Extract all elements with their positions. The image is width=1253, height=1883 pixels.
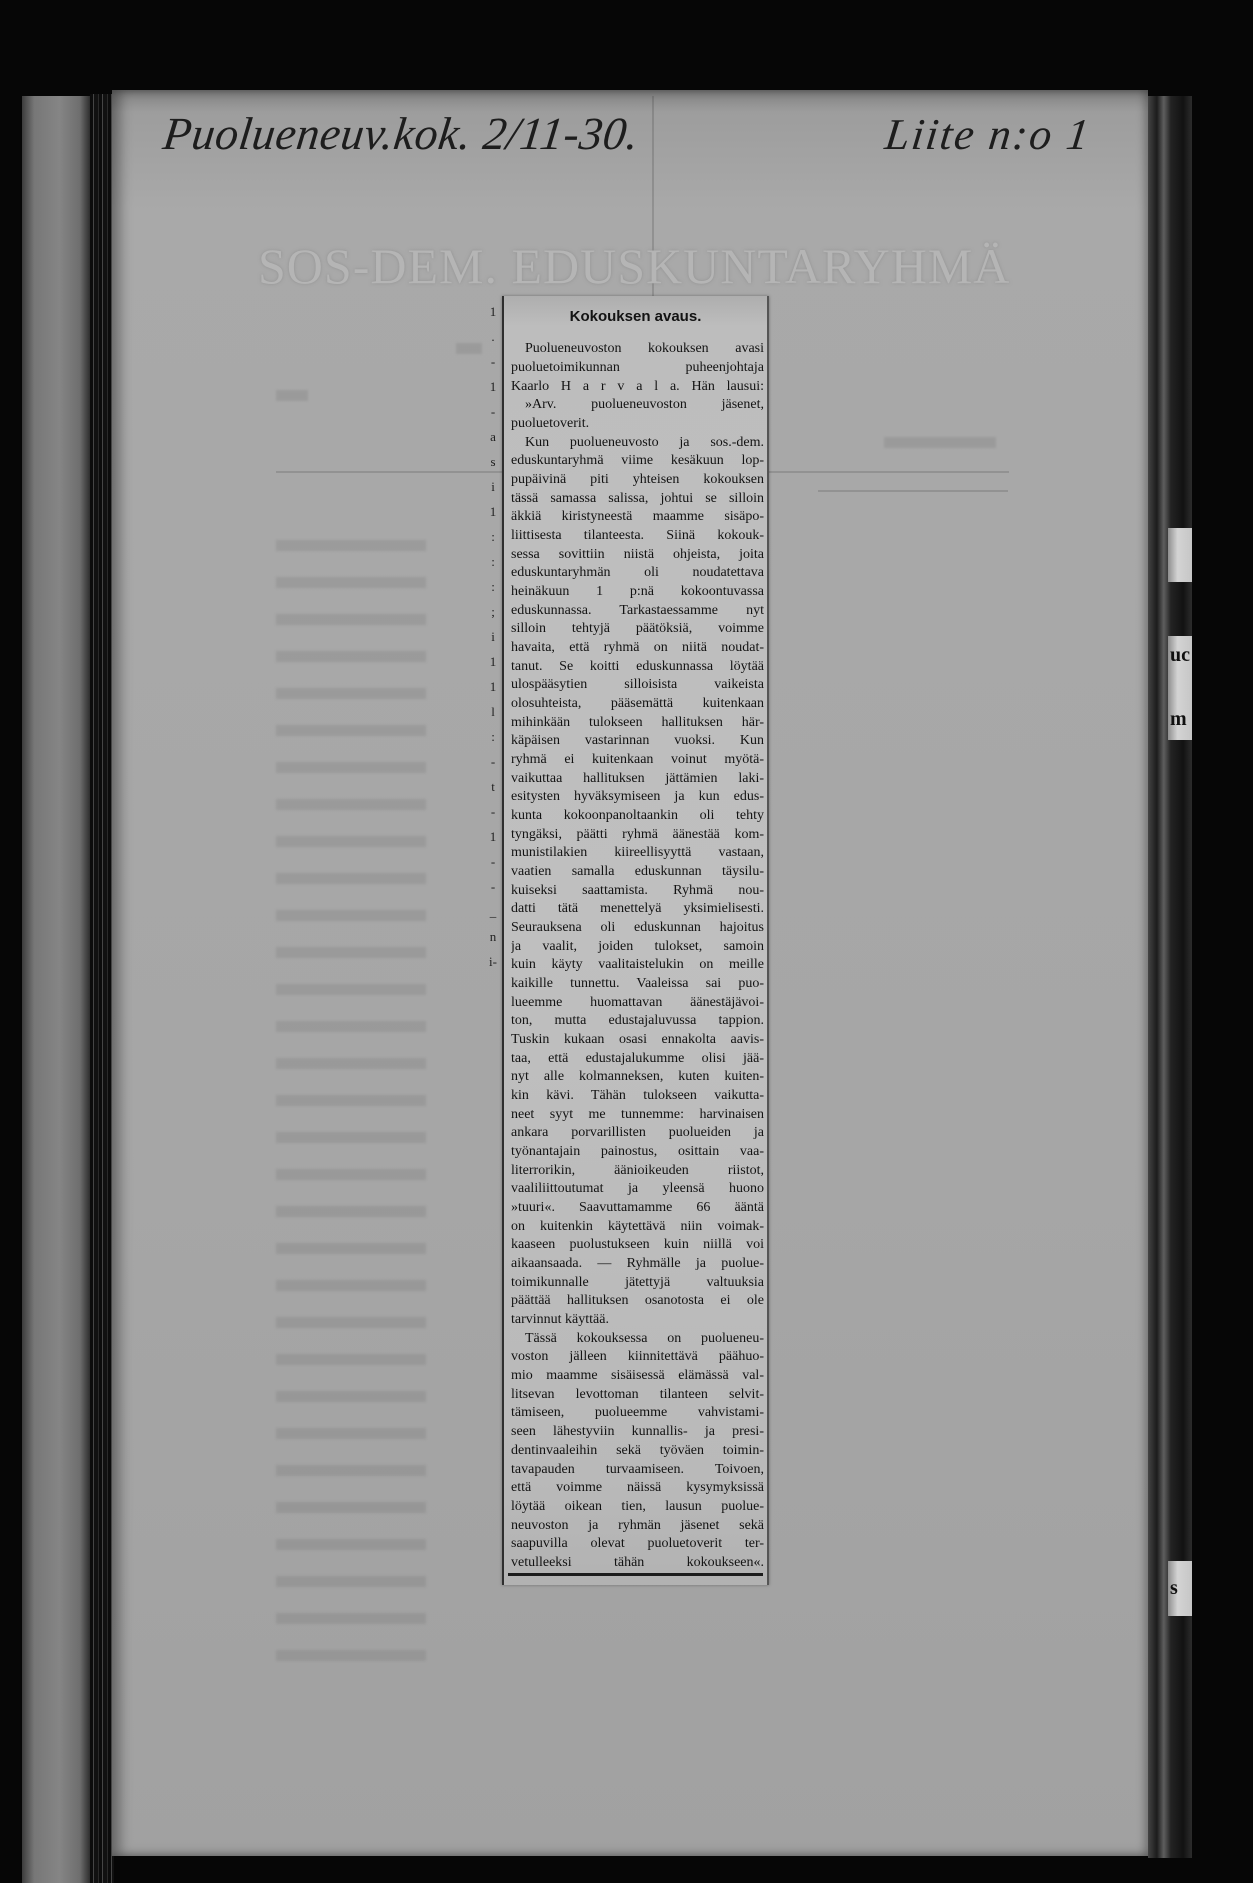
bleed-through-mark [884, 437, 996, 448]
clipping-line: havaita, että ryhmä on niitä noudat- [511, 639, 764, 655]
left-edge-fragment: 1 [489, 679, 497, 694]
handwritten-meeting-note: Puolueneuv.kok. 2/11-30. [160, 108, 642, 159]
clipping-line: kunta kokoonpanoltaankin oli tehty [511, 807, 764, 823]
clipping-line: on kuitenkin käytettävä niin voimak- [511, 1218, 764, 1234]
clipping-line: käpäisen vastarinnan vuoksi. Kun [511, 733, 764, 749]
clipping-line: Kaarlo H a r v a l a. Hän lausui: [511, 378, 764, 394]
clipping-line: tavapauden turvaamiseen. Toivoen, [511, 1461, 764, 1477]
bleed-through-mark [456, 343, 482, 354]
clipping-line: eduskuntaryhmän oli noudatettava [511, 565, 764, 581]
clipping-line: kaaseen puolustukseen kuin niillä voi [511, 1237, 764, 1253]
left-edge-fragment: a [490, 429, 496, 444]
clipping-line: eduskunnassa. Tarkastaessamme nyt [511, 602, 764, 618]
clipping-line: vetulleeksi tähän kokoukseen«. [511, 1554, 764, 1570]
left-edge-fragment: i [491, 629, 495, 644]
left-edge-fragment: i- [489, 954, 497, 969]
clipping-line: tyngäksi, päätti ryhmä äänestää kom- [511, 826, 764, 842]
clipping-line: ankara porvarillisten puolueiden ja [511, 1125, 764, 1141]
clipping-line: toimikunnalle jätettyjä valtuuksia [511, 1274, 764, 1290]
clipping-line: liittisesta tilanteesta. Siinä kokouk- [511, 527, 764, 543]
clipping-line: saapuvilla olevat puoluetoverit ter- [511, 1536, 764, 1552]
clipping-line: Seurauksena oli eduskunnan hajoitus [511, 920, 764, 936]
left-edge-fragment: . [491, 329, 495, 344]
left-edge-fragment: _ [489, 904, 497, 919]
clipping-line: vaaliliittoutumat ja yleensä huono [511, 1181, 764, 1197]
left-edge-fragments [486, 304, 500, 979]
clipping-line: mio maamme sisäisessä elämässä val- [511, 1368, 764, 1384]
clipping-paragraph [511, 396, 764, 433]
clipping-line: kin kävi. Tähän tulokseen vaikutta- [511, 1088, 764, 1104]
right-edge-fragment: uc [1170, 644, 1190, 666]
clipping-line: eduskuntaryhmä viime kesäkuun lop- [511, 453, 764, 469]
left-edge-fragment: 1 [489, 379, 497, 394]
clipping-line: mihinkään tulokseen hallituksen här- [511, 714, 764, 730]
left-edge-fragment: s [490, 454, 496, 469]
left-edge-fragment: : [491, 529, 495, 544]
clipping-line: voston jälleen kiinnitettävä päähuo- [511, 1349, 764, 1365]
clipping-paragraph [511, 340, 764, 396]
clipping-line: kuiseksi saattamista. Ryhmä nou- [511, 882, 764, 898]
clipping-line: neet syyt me tunnemme: harvinaisen [511, 1106, 764, 1122]
faded-letterhead: SOS-DEM. EDUSKUNTARYHMÄ [258, 238, 1011, 294]
clipping-line: pupäivinä piti yhteisen kokouksen [511, 471, 764, 487]
binding-gutter [90, 94, 114, 1883]
clipping-line: puoluetoimikunnan puheenjohtaja [511, 359, 764, 375]
clipping-line: »Arv. puolueneuvoston jäsenet, [525, 397, 764, 413]
handwritten-attachment-label: Liite n:o 1 [882, 110, 1094, 159]
clipping-line: literrorikin, äänioikeuden riistot, [511, 1162, 764, 1178]
clipping-line: ton, mutta edustajaluvussa tappion. [511, 1013, 764, 1029]
left-edge-fragment: - [490, 879, 496, 894]
left-edge-fragment: - [490, 854, 496, 869]
clipping-title: Kokouksen avaus. [569, 308, 702, 325]
clipping-line: nyt alle kolmanneksen, kuten kuiten- [511, 1069, 764, 1085]
clipping-line: aikaansaada. — Ryhmälle ja puolue- [511, 1256, 764, 1272]
clipping-line: tarvinnut käyttää. [511, 1312, 609, 1328]
clipping-line: että voimme näissä kysymyksissä [511, 1480, 764, 1496]
clipping-line: dentinvaaleihin sekä työväen toimin- [511, 1442, 764, 1458]
left-edge-fragment: 1 [489, 504, 497, 519]
clipping-line: taa, että edustajalukumme olisi jää- [511, 1050, 764, 1066]
clipping-line: neuvoston ja ryhmän jäsenet sekä [511, 1517, 764, 1533]
clipping-line: löytää oikean tien, lausun puolue- [511, 1498, 764, 1514]
clipping-paragraph [511, 434, 764, 1330]
clipping-line: tämiseen, puolueemme vahvistami- [511, 1405, 764, 1421]
clipping-line: vaikuttaa hallituksen jättämien laki- [511, 770, 764, 786]
newspaper-clipping [502, 296, 769, 1585]
left-edge-fragment: - [490, 754, 496, 769]
clipping-line: sessa sovittiin niistä ohjeista, joita [511, 546, 764, 562]
clipping-line: tanut. Se koitti eduskunnassa löytää [511, 658, 764, 674]
left-edge-fragment: - [490, 804, 496, 819]
clipping-line: äkkiä kiristyneestä maamme sisäpo- [511, 509, 764, 525]
clipping-line: munistilakien kiireellisyyttä vastaan, [511, 845, 764, 861]
clipping-line: lueemme huomattavan äänestäjävoi- [511, 994, 764, 1010]
left-edge-fragment: 1 [489, 304, 497, 319]
left-edge-fragment: : [491, 729, 495, 744]
bleed-through-mark [276, 390, 308, 401]
left-edge-fragment: - [490, 354, 496, 369]
clipping-line: silloin tehtyjä päätöksiä, voimme [511, 621, 764, 637]
clipping-line: »tuuri«. Saavuttamamme 66 ääntä [511, 1200, 764, 1216]
bleed-through-name-column [276, 540, 426, 1680]
left-edge-fragment: : [491, 554, 495, 569]
clipping-line: heinäkuun 1 p:nä kokoontuvassa [511, 583, 764, 599]
clipping-line: datti tätä menettelyä yksimielisesti. [511, 901, 764, 917]
clipping-line: Tässä kokouksessa on puolueneu- [525, 1330, 764, 1346]
clipping-line: puoluetoverit. [511, 415, 590, 431]
left-edge-fragment: ; [491, 604, 495, 619]
clipping-line: olosuhteista, pääsemättä kuitenkaan [511, 695, 764, 711]
page-edge-patch [1168, 528, 1192, 582]
right-edge-fragment: m [1170, 708, 1187, 730]
ledger-rule [818, 490, 1008, 492]
clipping-line: litsevan levottoman tilanteen selvit- [511, 1386, 764, 1402]
clipping-line: Tuskin kukaan osasi ennakolta aavis- [511, 1032, 764, 1048]
clipping-line: työnantajain painostus, osittain vaa- [511, 1144, 764, 1160]
clipping-line: kuin käyty vaalitaistelukin on meille [511, 957, 764, 973]
right-page-stack [1148, 96, 1192, 1858]
left-edge-fragment: n [489, 929, 497, 944]
clipping-line: ryhmä ei kuitenkaan voinut myötä- [511, 751, 764, 767]
clipping-line: esitysten hyväksymiseen ja kun edus- [511, 789, 764, 805]
adjacent-page-edge [22, 96, 90, 1883]
clipping-line: Kun puolueneuvosto ja sos.-dem. [525, 434, 764, 450]
clipping-body [511, 340, 764, 1572]
right-edge-fragment: s [1170, 1577, 1178, 1599]
left-edge-fragment: i [491, 479, 495, 494]
clipping-line: vaatien samalla eduskunnan täysilu- [511, 864, 764, 879]
left-edge-fragment: 1 [489, 829, 497, 844]
clipping-line: kaikille tunnettu. Vaaleissa sai puo- [511, 976, 764, 992]
left-edge-fragment: l [491, 704, 495, 719]
clipping-line: tässä samassa salissa, johtui se silloin [511, 490, 764, 506]
left-edge-fragment: t [491, 779, 495, 794]
clipping-end-rule [508, 1573, 763, 1576]
left-edge-fragment: : [491, 579, 495, 594]
left-edge-fragment: - [490, 404, 496, 419]
clipping-paragraph [511, 1330, 764, 1573]
clipping-line: ulospääsytien silloisista vaikeista [511, 677, 764, 693]
clipping-line: päättää hallituksen osanotosta ei ole [511, 1293, 764, 1309]
clipping-line: seen lähestyviin kunnallis- ja presi- [511, 1424, 764, 1440]
clipping-line: ja vaalit, joiden tulokset, samoin [511, 938, 764, 954]
left-edge-fragment: 1 [489, 654, 497, 669]
clipping-line: Puolueneuvoston kokouksen avasi [525, 341, 764, 357]
